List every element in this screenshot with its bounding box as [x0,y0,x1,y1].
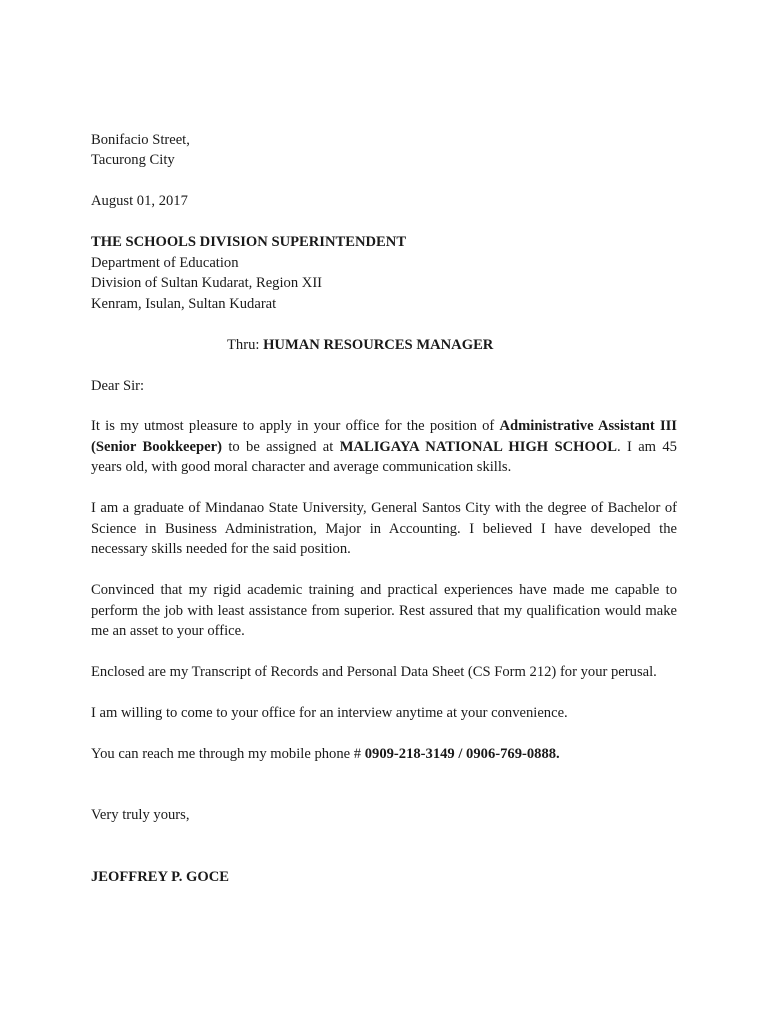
paragraph-5: I am willing to come to your office for an interview anytime at your convenience. [91,705,568,721]
closing: Very truly yours, [91,807,190,823]
phone-numbers: 0909-218-3149 / 0906-769-0888. [364,746,560,762]
sender-street: Bonifacio Street, [91,132,190,148]
paragraph-1-text-b: to be assigned at [221,438,340,455]
recipient-line-2: Division of Sultan Kudarat, Region XII [91,275,323,291]
signature-name-text: JEOFFREY P. GOCE [91,869,229,885]
thru-name: HUMAN RESOURCES MANAGER [263,337,494,353]
recipient-title [91,232,406,252]
position-name: Administrative Assistant III (Senior Bookkeeper) [91,418,677,455]
paragraph-1-text-c: . I am 45 years old, with good moral character and average communication skills. [91,438,677,475]
thru-prefix: Thru: [227,337,264,353]
recipient-line-1: Department of Education [91,255,239,271]
paragraph-1-text-a: It is my utmost pleasure to apply in your office for the position of [91,418,500,434]
recipient-title-text: THE SCHOOLS DIVISION SUPERINTENDENT [91,234,407,250]
sender-city: Tacurong City [91,152,175,168]
paragraph-2: I am a graduate of Mindanao State University, General Santos City with the degree of Bachelor of Science in Business Administration, Major in Accounting. I believed I have developed the necessary skills needed for the said position. [91,500,677,557]
paragraph-3: Convinced that my rigid academic training and practical experiences have made me capable to perform the job with least assistance from superior. Rest assured that my qualification would make me an asset to your office. [91,582,677,639]
paragraph-1 [91,416,677,478]
letter-date: August 01, 2017 [91,193,188,209]
school-name: MALIGAYA NATIONAL HIGH SCHOOL [339,438,617,455]
paragraph-6 [91,744,560,764]
phone-prefix: You can reach me through my mobile phone # [91,746,365,762]
salutation: Dear Sir: [91,378,145,394]
thru-line [227,335,493,355]
signature-name [91,867,229,887]
paragraph-4: Enclosed are my Transcript of Records and Personal Data Sheet (CS Form 212) for your perusal. [91,664,657,680]
recipient-line-3: Kenram, Isulan, Sultan Kudarat [91,296,277,312]
